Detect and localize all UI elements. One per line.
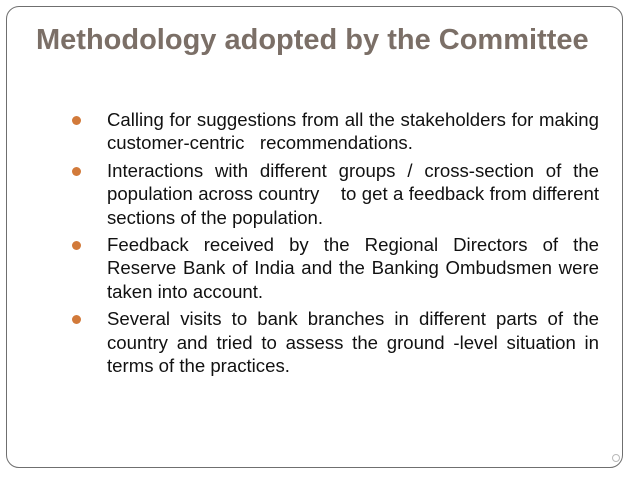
bullet-dot-icon: [72, 315, 81, 324]
slide: [6, 6, 623, 468]
bullet-dot-icon: [72, 116, 81, 125]
bullet-dot-icon: [72, 167, 81, 176]
list-item: [7, 108, 622, 155]
bullet-text: Interactions with different groups / cross-section of the population across country to get a feedback from different sections of the population.: [107, 159, 605, 228]
bullet-list: [7, 108, 622, 381]
slide-title: Methodology adopted by the Committee: [36, 24, 589, 56]
slide-corner-mark: [612, 454, 620, 462]
list-item: [7, 233, 622, 303]
bullet-text: Calling for suggestions from all the stakeholders for making customer-centric recommendations.: [107, 109, 605, 154]
bullet-dot-icon: [72, 241, 81, 250]
list-item: [7, 307, 622, 377]
list-item: [7, 159, 622, 229]
bullet-text: Several visits to bank branches in different parts of the country and tried to assess the ground -level situation in terms of the practices.: [107, 308, 605, 377]
bullet-text: Feedback received by the Regional Directors of the Reserve Bank of India and the Banking Ombudsmen were taken into account.: [107, 234, 605, 302]
